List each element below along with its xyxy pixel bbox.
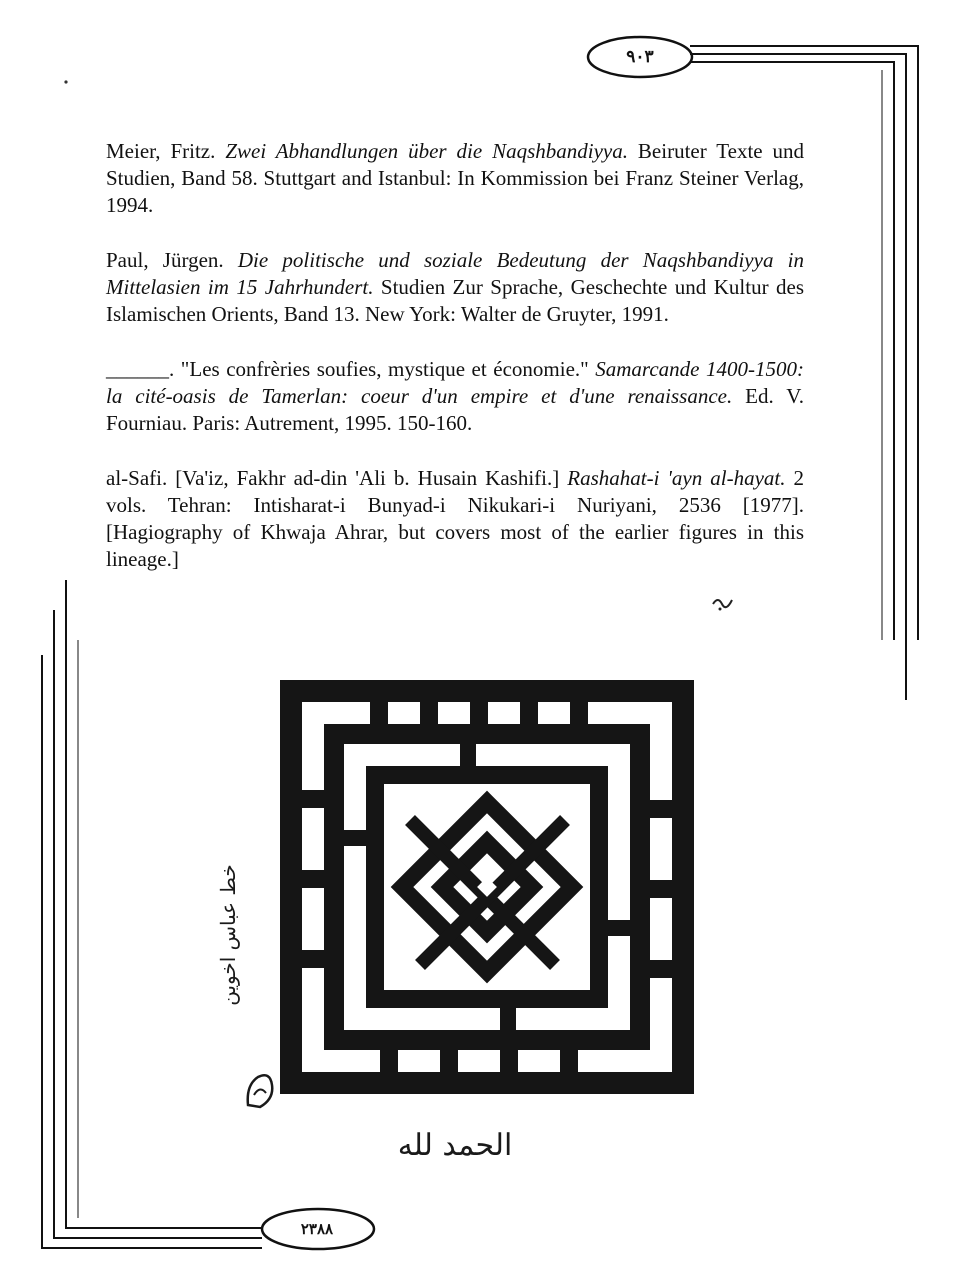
reference-meier: [106, 138, 804, 219]
reference-title: Samarcande 1400-1500: la cité-oasis de Tamerlan: coeur d'un empire et d'une renaissance.: [106, 357, 804, 408]
reference-paul: [106, 247, 804, 328]
reference-details: Ed. V. Fourniau. Paris: Autrement, 1995. 150-160.: [106, 384, 804, 435]
caption-text: الحمد لله: [397, 1128, 513, 1163]
bibliography: [106, 138, 804, 601]
reference-author: ______. "Les confrèries soufies, mystique et économie.": [106, 357, 596, 381]
calligraphy-caption: [375, 1115, 535, 1175]
reference-details: Studien Zur Sprache, Geschechte und Kultur des Islamischen Orients, Band 13. New York: Walter de Gruyter, 1991.: [106, 275, 804, 326]
reference-details: 2 vols. Tehran: Intisharat-i Bunyad-i Nikukari-i Nuriyani, 2536 [1977]. [Hagiography of Khwaja Ahrar, but covers most of the earlier figures in this lineage.]: [106, 466, 804, 571]
reference-paul-samarcande: [106, 356, 804, 437]
square-kufic-calligraphy: [280, 680, 694, 1094]
reference-title: Rashahat-i 'ayn al-hayat.: [567, 466, 786, 490]
page-number-top: ٩٠٣: [626, 47, 654, 67]
reference-author: Meier, Fritz.: [106, 139, 226, 163]
reference-title: Die politische und soziale Bedeutung der Naqshbandiyya in Mittelasien im 15 Jahrhundert.: [106, 248, 805, 299]
page-number-bottom: ٢٣٨٨: [300, 1220, 334, 1238]
reference-author: Paul, Jürgen.: [106, 248, 238, 272]
reference-al-safi: [106, 465, 804, 573]
reference-title: Zwei Abhandlungen über die Naqshbandiyya.: [225, 139, 628, 163]
side-signature-text: خط عباس اخوين: [216, 864, 240, 1006]
handwritten-mark: [710, 590, 736, 612]
calligrapher-seal: [240, 1065, 280, 1115]
reference-details: Beiruter Texte und Studien, Band 58. Stuttgart and Istanbul: In Kommission bei Franz Steiner Verlag, 1994.: [106, 139, 805, 217]
reference-author: al-Safi. [Va'iz, Fakhr ad-din 'Ali b. Husain Kashifi.]: [106, 466, 568, 490]
calligrapher-signature: [205, 840, 265, 1030]
